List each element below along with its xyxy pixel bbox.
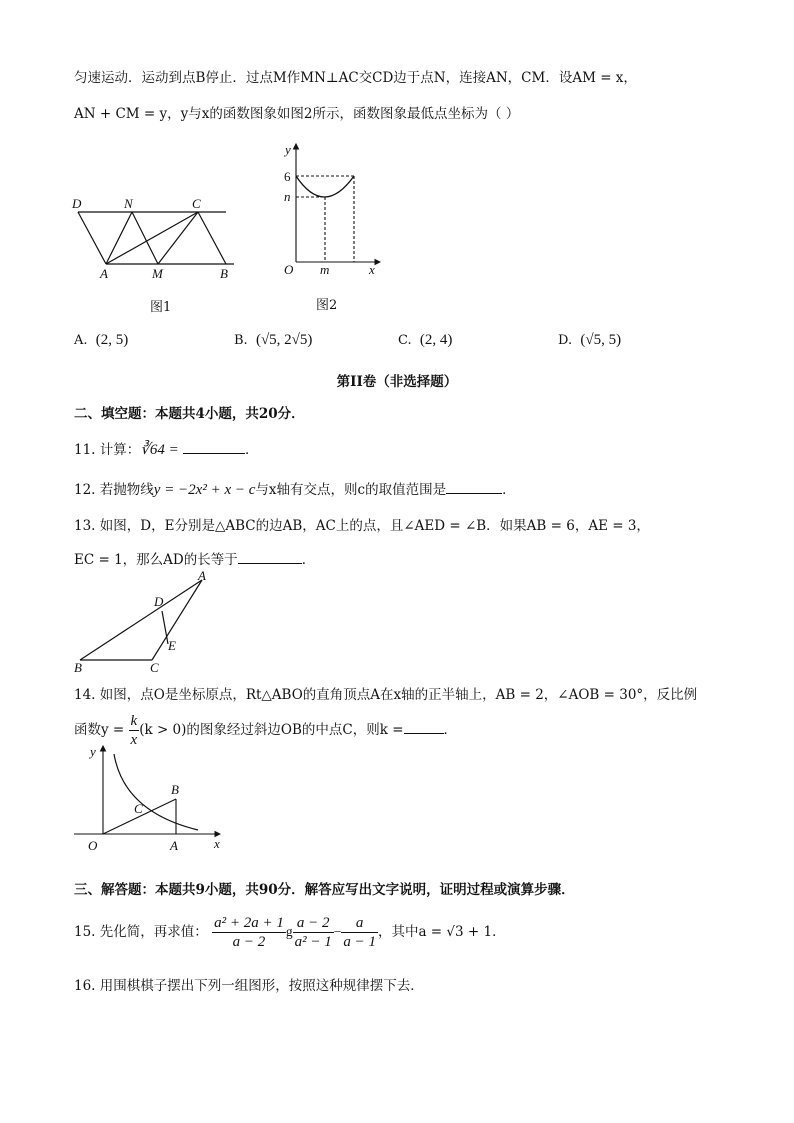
fig1-label-m: M [152, 266, 163, 281]
q15-text: 先化简，再求值： [99, 924, 208, 940]
q14-text-1: 函数y = [74, 722, 125, 738]
fig2-label-o: O [284, 262, 294, 277]
q15-fraction-2 [293, 914, 334, 951]
q14-label-a: A [170, 838, 178, 853]
q15-fraction-1 [212, 914, 286, 951]
part-2-title: 第II卷（非选择题） [336, 374, 458, 390]
q13-label-b: B [74, 660, 82, 675]
fig1-label-a: A [100, 266, 108, 281]
q14-label-o: O [88, 838, 98, 853]
q14-fraction-denominator: x [130, 732, 138, 748]
q14-end: ． [443, 722, 458, 738]
section-3-heading: 三、解答题：本题共9小题，共90分．解答应写出文字说明，证明过程或演算步骤． [74, 882, 575, 898]
q14-label-y: y [90, 744, 96, 759]
q12-text-1: 若抛物线 [99, 482, 154, 498]
q13-label-a: A [198, 568, 206, 583]
q11-expression: ∛64 = [140, 442, 179, 458]
option-b-value: (√5, 2√5) [255, 332, 313, 348]
q11-number: 11. [74, 442, 96, 458]
fig2-label-6: 6 [284, 169, 291, 184]
option-d-value: (√5, 5) [580, 332, 622, 348]
option-a[interactable] [74, 332, 128, 349]
q11 [74, 438, 259, 459]
q15-fraction-3-numerator: a [341, 914, 378, 933]
option-a-letter: A. [74, 333, 88, 348]
q10-line-2: AN + CM = y，y与x的函数图象如图2所示，函数图象最低点坐标为（ ） [74, 106, 520, 122]
fig2-label-x: x [369, 262, 375, 277]
q11-answer-blank[interactable] [183, 439, 245, 454]
option-b-letter: B. [234, 333, 248, 348]
q14-line-1: 14. 如图，点O是坐标原点，Rt△ABO的直角顶点A在x轴的正半轴上，AB = 2，∠AOB = 30°，反比例 [74, 687, 698, 703]
q15-fraction-1-numerator: a² + 2a + 1 [214, 915, 284, 931]
q12 [74, 478, 516, 499]
figure-1-caption: 图1 [150, 300, 172, 315]
q13-label-e: E [168, 638, 176, 653]
q15-fraction-2-numerator: a − 2 [293, 914, 334, 933]
q12-text-2: 与x轴有交点，则c的取值范围是 [255, 482, 447, 498]
option-d-letter: D. [558, 333, 573, 348]
q13-label-c: C [150, 660, 159, 675]
q15-operator-2: − [333, 924, 342, 939]
q13-answer-blank[interactable] [238, 549, 302, 564]
q12-expression: y = −2x² + x − c [153, 482, 256, 498]
q14-answer-blank[interactable] [404, 719, 444, 734]
option-c-value: (2, 4) [419, 332, 453, 348]
fig2-label-m: m [320, 262, 330, 277]
figure-2-graph [276, 140, 386, 284]
q12-answer-blank[interactable] [446, 479, 502, 494]
option-b[interactable] [234, 332, 312, 349]
q13-end: ． [301, 552, 316, 568]
fig2-label-y: y [285, 142, 291, 157]
q16 [74, 974, 424, 994]
q12-end: ． [502, 482, 516, 498]
figure-1-parallelogram [66, 190, 246, 294]
fig2-label-n: n [284, 189, 291, 204]
q14-label-x: x [214, 836, 220, 851]
q15-fraction-2-denominator: a² − 1 [294, 934, 332, 950]
q14-label-c: C [134, 801, 143, 816]
q15-fraction-3 [341, 914, 378, 951]
option-a-value: (2, 5) [95, 332, 129, 348]
q13-line-2 [74, 548, 315, 568]
q16-text: 用围棋棋子摆出下列一组图形，按照这种规律摆下去． [99, 978, 424, 994]
q15-number: 15. [74, 924, 96, 940]
q13-text: EC = 1，那么AD的长等于 [74, 552, 238, 568]
q15-fraction-1-denominator: a − 2 [232, 934, 266, 950]
q14-text-2: (k > 0)的图象经过斜边OB的中点C，则k = [139, 722, 404, 738]
q13-triangle-figure [70, 568, 220, 680]
option-d[interactable] [558, 332, 621, 349]
q12-number: 12. [74, 482, 96, 498]
q13-label-d: D [154, 594, 164, 609]
q14-fraction-numerator: k [130, 713, 138, 729]
q11-text: 计算： [99, 442, 141, 458]
q16-number: 16. [74, 978, 96, 994]
q15-tail: ，其中a = √3 + 1． [377, 924, 506, 940]
fig1-label-b: B [220, 266, 228, 281]
option-c-letter: C. [398, 333, 412, 348]
q15 [74, 914, 506, 951]
fig1-label-d: D [72, 196, 82, 211]
q15-operator-1: g [285, 924, 293, 939]
q14-label-b: B [171, 782, 179, 797]
q10-line-1: 匀速运动．运动到点B停止．过点M作MN⊥AC交CD边于点N，连接AN，CM．设AM = x， [74, 70, 637, 86]
q14-graph-figure [70, 742, 230, 861]
fig1-label-c: C [192, 196, 201, 211]
option-c[interactable] [398, 332, 452, 349]
section-2-heading: 二、填空题：本题共4小题，共20分． [74, 406, 305, 422]
fig1-label-n: N [124, 196, 133, 211]
figure-2-caption: 图2 [316, 298, 338, 313]
q13-line-1: 13. 如图，D，E分别是△ABC的边AB，AC上的点，且∠AED = ∠B．如果AB = 6，AE = 3， [74, 518, 650, 534]
q15-fraction-3-denominator: a − 1 [343, 934, 376, 950]
q11-end: ． [245, 442, 259, 458]
